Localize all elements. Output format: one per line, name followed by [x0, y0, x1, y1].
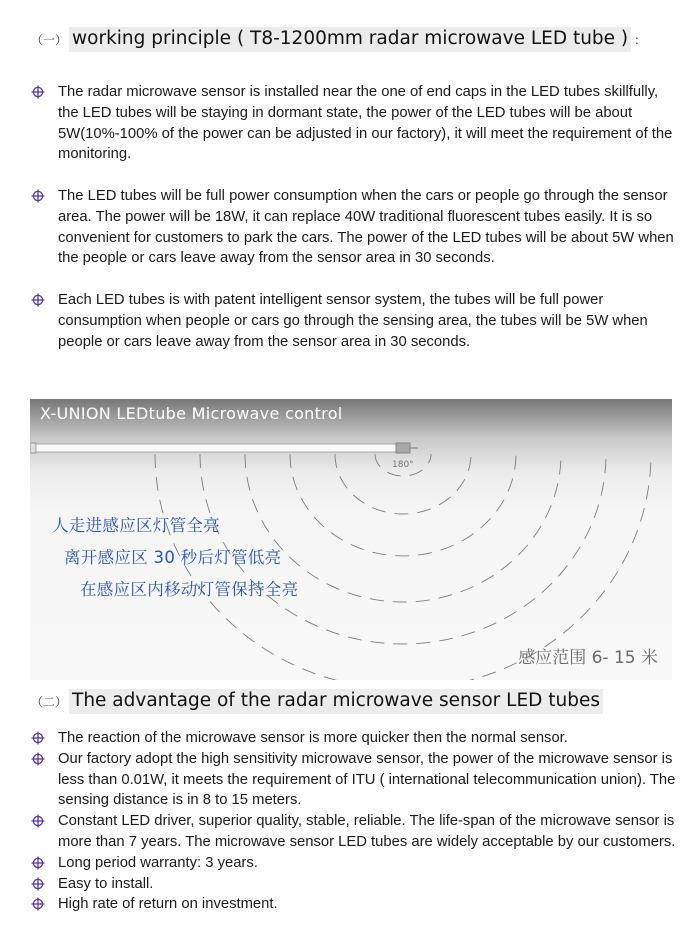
list-item-text: The radar microwave sensor is installed near the one of end caps in the LED tubes skillfully, the LED tubes will be staying in dormant state, the power of the LED tubes will be about 5W(10%-100% of the power can be adjusted in our factory), it will meet the requirement of the monitoring.: [58, 84, 673, 163]
list-item-text: Constant LED driver, superior quality, stable, reliable. The life-span of the microwave sensor is more than 7 years. The microwave sensor LED tubes are widely acceptable by our customers.: [58, 813, 676, 850]
list-item-text: Long period warranty: 3 years.: [58, 854, 258, 871]
crosshair-bullet-icon: [31, 856, 45, 870]
crosshair-bullet-icon: [31, 189, 45, 203]
advantages-list: [30, 728, 680, 915]
list-item: [30, 82, 680, 165]
section-title-trail: ：: [634, 33, 647, 47]
list-item-text: Each LED tubes is with patent intelligent sensor system, the tubes will be full power consumption when people or cars go through the sensing area, the tubes will be 5W when people or cars leave away from the sensor area in 30 seconds.: [58, 291, 648, 350]
crosshair-bullet-icon: [31, 897, 45, 911]
section-heading-advantages: [31, 689, 603, 714]
section-heading-working-principle: [31, 27, 646, 52]
section-number: （一）: [31, 33, 68, 47]
microwave-waves-illustration: [30, 399, 672, 680]
section-number: （二）: [31, 695, 68, 709]
section-title: The advantage of the radar microwave sensor LED tubes: [69, 689, 603, 714]
crosshair-bullet-icon: [31, 877, 45, 891]
crosshair-bullet-icon: [31, 814, 45, 828]
list-item-text: Easy to install.: [58, 875, 154, 892]
crosshair-bullet-icon: [31, 293, 45, 307]
angle-label: 180°: [392, 460, 414, 470]
section-title: working principle ( T8-1200mm radar microwave LED tube ): [69, 27, 631, 52]
sensing-range-label: 感应范围 6- 15 米: [518, 648, 658, 668]
crosshair-bullet-icon: [31, 752, 45, 766]
list-item: [30, 894, 680, 915]
list-item: [30, 749, 680, 811]
banner-title: X-UNION LEDtube Microwave control: [40, 404, 343, 423]
list-item-text: Our factory adopt the high sensitivity microwave sensor, the power of the microwave sensor is less than 0.01W, it meets the requirement of ITU ( international telecommunication union). The sensing distance is in 8 to 15 meters.: [58, 750, 676, 809]
list-item-text: High rate of return on investment.: [58, 896, 278, 913]
crosshair-bullet-icon: [31, 731, 45, 745]
banner-line-leave: 离开感应区 30 秒后灯管低亮: [64, 548, 282, 567]
list-item-text: The LED tubes will be full power consumption when the cars or people go through the sensor area. The power will be 18W, it can replace 40W traditional fluorescent tubes easily. It is so convenient for customers to park the cars. The power of the LED tubes will be about 5W when the people or cars leave away from the sensor area in 30 seconds.: [58, 187, 674, 267]
banner-line-enter: 人走进感应区灯管全亮: [52, 516, 220, 535]
list-item: [30, 290, 680, 352]
banner-line-move: 在感应区内移动灯管保持全亮: [80, 580, 299, 599]
working-principle-list: [30, 82, 680, 373]
list-item: [30, 811, 680, 853]
list-item: [30, 874, 680, 895]
list-item-text: The reaction of the microwave sensor is more quicker then the normal sensor.: [58, 730, 568, 746]
list-item: [30, 728, 680, 749]
list-item: [30, 186, 680, 269]
microwave-control-banner: [30, 399, 672, 680]
crosshair-bullet-icon: [31, 85, 45, 99]
list-item: [30, 853, 680, 874]
